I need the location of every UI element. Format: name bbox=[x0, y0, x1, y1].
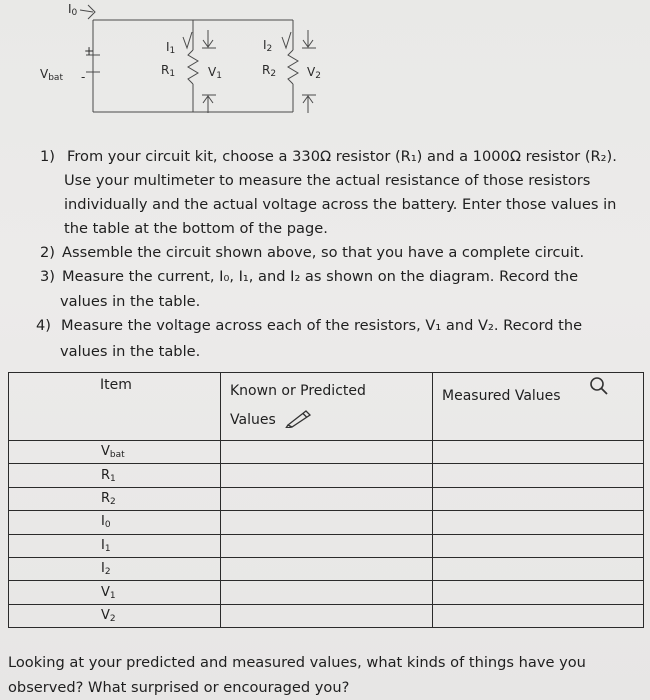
resistor-r1-label: $R_1$ bbox=[161, 63, 176, 79]
battery-voltage-label: $V_{bat}$ bbox=[40, 67, 63, 83]
i0-arrow-shaft bbox=[80, 10, 93, 12]
cell-measured-vbat[interactable] bbox=[433, 441, 644, 464]
table-row bbox=[9, 557, 644, 580]
row-label-i1: $I_1$ bbox=[9, 534, 221, 557]
cell-known-i2[interactable] bbox=[221, 557, 433, 580]
step-1-line-2: Use your multimeter to measure the actual resistance of those resistors bbox=[64, 172, 591, 189]
cell-measured-i0[interactable] bbox=[433, 511, 644, 534]
table-row bbox=[9, 487, 644, 510]
current-i0-label: $I_0$ bbox=[68, 2, 78, 18]
cell-known-i1[interactable] bbox=[221, 534, 433, 557]
cell-measured-i1[interactable] bbox=[433, 534, 644, 557]
row-label-r1: $R_1$ bbox=[9, 464, 221, 487]
step-number: 2) bbox=[40, 244, 55, 261]
header-measured-values: Measured Values bbox=[433, 373, 644, 441]
cell-measured-r1[interactable] bbox=[433, 464, 644, 487]
row-label-i0: $I_0$ bbox=[9, 511, 221, 534]
table-row bbox=[9, 534, 644, 557]
header-item: Item bbox=[9, 373, 221, 441]
cell-known-i0[interactable] bbox=[221, 511, 433, 534]
resistor-r1-symbol bbox=[188, 50, 198, 84]
cell-known-vbat[interactable] bbox=[221, 441, 433, 464]
step-4-line-1: Measure the voltage across each of the resistors, V₁ and V₂. Record the bbox=[61, 317, 583, 334]
row-label-r2: $R_2$ bbox=[9, 487, 221, 510]
cell-measured-r2[interactable] bbox=[433, 487, 644, 510]
step-2-line-1: Assemble the circuit shown above, so that you have a complete circuit. bbox=[62, 244, 585, 261]
voltage-v2-label: $V_2$ bbox=[307, 65, 321, 81]
question-line-2: observed? What surprised or encouraged you? bbox=[8, 679, 350, 696]
row-label-v2: $V_2$ bbox=[9, 604, 221, 627]
row-label-v1: $V_1$ bbox=[9, 581, 221, 604]
battery-plus-label: + bbox=[84, 44, 95, 58]
cell-measured-v2[interactable] bbox=[433, 604, 644, 627]
current-i2-label: $I_2$ bbox=[263, 38, 273, 54]
table-row bbox=[9, 581, 644, 604]
step-1-line-4: the table at the bottom of the page. bbox=[64, 220, 328, 237]
row-label-vbat: $V_{bat}$ bbox=[9, 441, 221, 464]
table-row bbox=[9, 511, 644, 534]
resistor-r2-label: $R_2$ bbox=[262, 63, 277, 79]
i1-arrow bbox=[183, 32, 192, 48]
step-number: 3) bbox=[40, 268, 55, 285]
step-3-line-1: Measure the current, I₀, I₁, and I₂ as shown on the diagram. Record the bbox=[62, 268, 579, 285]
cell-measured-i2[interactable] bbox=[433, 557, 644, 580]
step-3-line-2: values in the table. bbox=[60, 293, 201, 310]
table-row bbox=[9, 441, 644, 464]
circuit-diagram bbox=[0, 0, 650, 150]
table-header-row bbox=[9, 373, 644, 441]
pencil-icon bbox=[284, 408, 314, 428]
reflection-question bbox=[8, 650, 586, 700]
voltage-v1-label: $V_1$ bbox=[208, 65, 222, 81]
search-icon bbox=[588, 375, 612, 399]
current-i1-label: $I_1$ bbox=[166, 40, 176, 56]
step-4-line-2: values in the table. bbox=[60, 343, 201, 360]
cell-measured-v1[interactable] bbox=[433, 581, 644, 604]
step-1-line-1: From your circuit kit, choose a 330Ω resistor (R₁) and a 1000Ω resistor (R₂). bbox=[67, 148, 617, 165]
table-row bbox=[9, 464, 644, 487]
table-row bbox=[9, 604, 644, 627]
step-number: 1) bbox=[40, 148, 55, 165]
i2-arrow bbox=[282, 32, 291, 48]
cell-known-v1[interactable] bbox=[221, 581, 433, 604]
battery-minus-label: - bbox=[81, 70, 86, 84]
cell-known-r1[interactable] bbox=[221, 464, 433, 487]
step-number: 4) bbox=[36, 317, 51, 334]
resistor-r2-symbol bbox=[288, 50, 298, 84]
data-table bbox=[8, 372, 644, 628]
cell-known-r2[interactable] bbox=[221, 487, 433, 510]
step-1-line-3: individually and the actual voltage across the battery. Enter those values in bbox=[64, 196, 617, 213]
header-known-predicted: Known or Predicted Values bbox=[221, 373, 433, 441]
row-label-i2: $I_2$ bbox=[9, 557, 221, 580]
question-line-1: Looking at your predicted and measured values, what kinds of things have you bbox=[8, 654, 586, 671]
cell-known-v2[interactable] bbox=[221, 604, 433, 627]
